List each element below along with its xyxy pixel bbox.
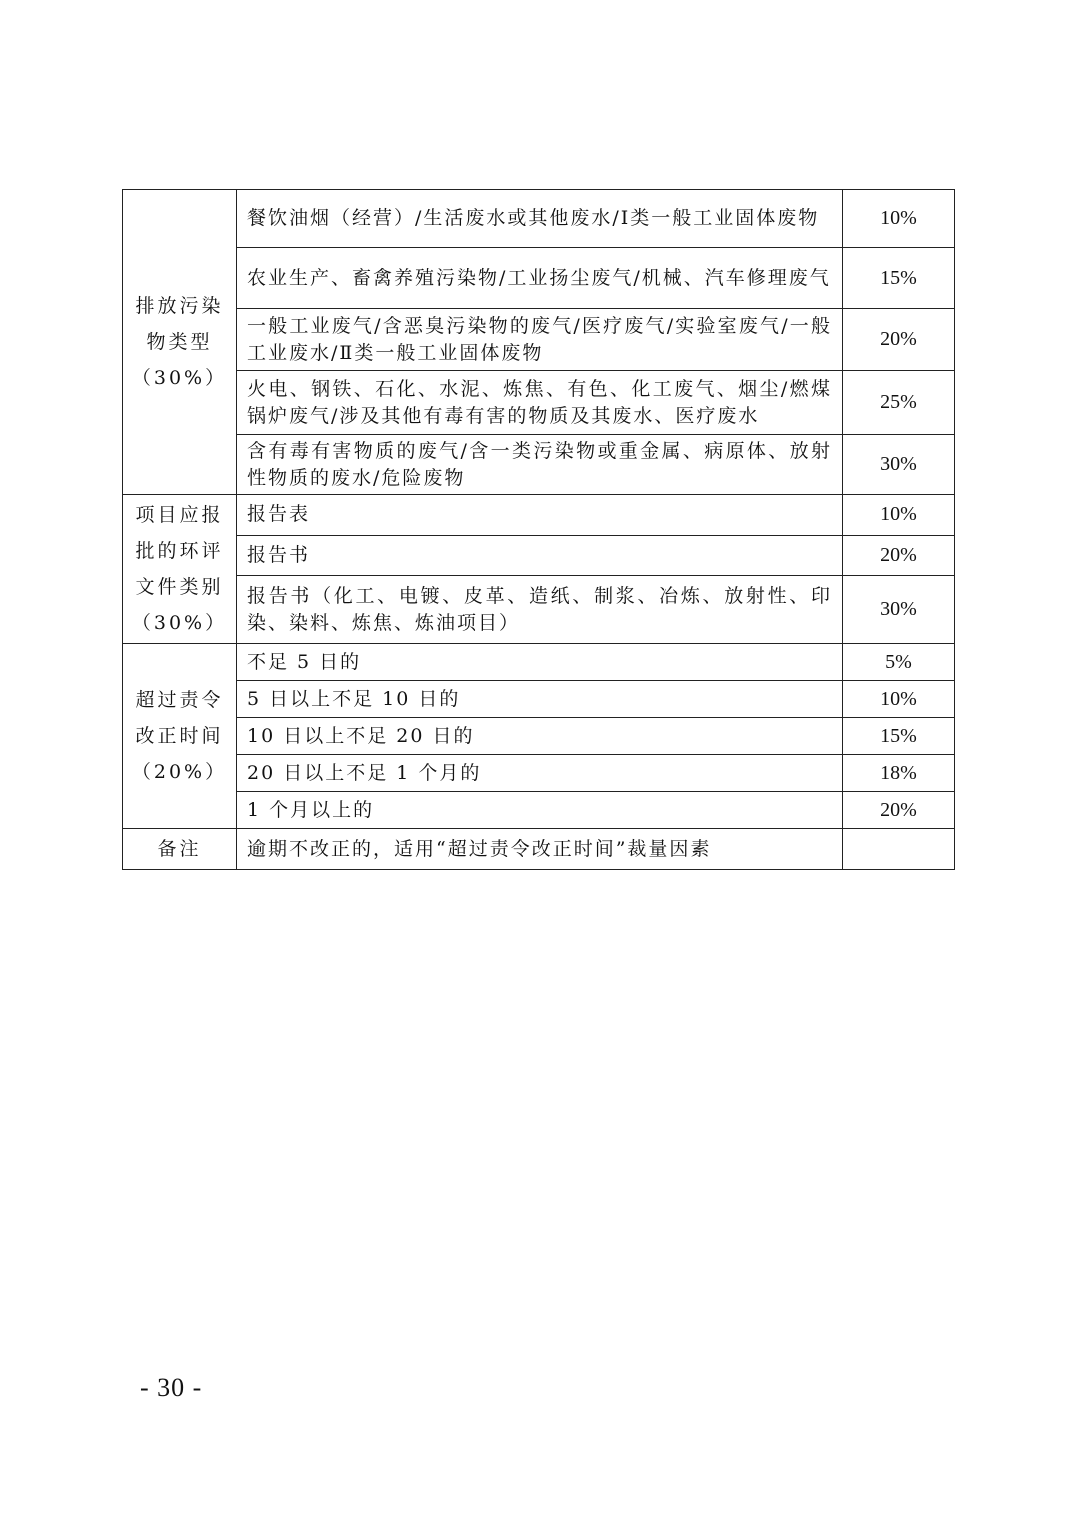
table-row: [123, 371, 955, 435]
table-row: [123, 535, 955, 576]
row-percentage: 20%: [843, 792, 955, 829]
row-description: 5 日以上不足 10 日的: [237, 681, 843, 718]
discretion-table-container: [122, 189, 954, 870]
category-cell-eia-document-type: [123, 495, 237, 644]
table-body: [123, 190, 955, 870]
page-number: - 30 -: [140, 1373, 203, 1402]
row-percentage: 10%: [843, 190, 955, 248]
row-description: 20 日以上不足 1 个月的: [237, 755, 843, 792]
category-line: 排放污染: [135, 295, 224, 317]
table-row: [123, 309, 955, 371]
row-percentage: 20%: [843, 535, 955, 576]
row-percentage: 25%: [843, 371, 955, 435]
row-description: 报告表: [237, 495, 843, 536]
row-percentage: 5%: [843, 644, 955, 681]
table-row: [123, 495, 955, 536]
row-description: 不足 5 日的: [237, 644, 843, 681]
row-description: 餐饮油烟（经营）/生活废水或其他废水/Ⅰ类一般工业固体废物: [237, 190, 843, 248]
category-line: 文件类别: [135, 576, 224, 598]
row-percentage: 30%: [843, 576, 955, 644]
row-description: 1 个月以上的: [237, 792, 843, 829]
row-description: 10 日以上不足 20 日的: [237, 718, 843, 755]
category-line: 超过责令: [135, 689, 224, 711]
remark-percentage: [843, 829, 955, 870]
category-line: （30%）: [131, 612, 228, 634]
remark-label: 备注: [123, 829, 237, 870]
row-percentage: 18%: [843, 755, 955, 792]
row-percentage: 10%: [843, 681, 955, 718]
discretion-factor-table: [122, 189, 955, 870]
row-percentage: 10%: [843, 495, 955, 536]
row-percentage: 15%: [843, 248, 955, 309]
category-line: （20%）: [131, 761, 228, 783]
table-row: [123, 435, 955, 495]
table-row: [123, 718, 955, 755]
category-line: 项目应报: [135, 504, 224, 526]
remark-row: [123, 829, 955, 870]
table-row: [123, 755, 955, 792]
category-cell-overdue-correction: [123, 644, 237, 829]
remark-text: 逾期不改正的，适用“超过责令改正时间”裁量因素: [237, 829, 843, 870]
row-description: 一般工业废气/含恶臭污染物的废气/医疗废气/实验室废气/一般工业废水/Ⅱ类一般工业固体废物: [237, 309, 843, 371]
row-percentage: 30%: [843, 435, 955, 495]
row-percentage: 15%: [843, 718, 955, 755]
table-row: [123, 248, 955, 309]
table-row: [123, 681, 955, 718]
category-line: 改正时间: [135, 725, 224, 747]
row-percentage: 20%: [843, 309, 955, 371]
category-line: 批的环评: [135, 540, 224, 562]
category-line: 物类型: [146, 331, 213, 353]
row-description: 报告书: [237, 535, 843, 576]
row-description: 火电、钢铁、石化、水泥、炼焦、有色、化工废气、烟尘/燃煤锅炉废气/涉及其他有毒有害的物质及其废水、医疗废水: [237, 371, 843, 435]
table-row: [123, 644, 955, 681]
row-description: 报告书（化工、电镀、皮革、造纸、制浆、冶炼、放射性、印染、染料、炼焦、炼油项目）: [237, 576, 843, 644]
category-line: （30%）: [131, 367, 228, 389]
category-cell-pollutant-type: [123, 190, 237, 495]
table-row: [123, 190, 955, 248]
row-description: 含有毒有害物质的废气/含一类污染物或重金属、病原体、放射性物质的废水/危险废物: [237, 435, 843, 495]
table-row: [123, 576, 955, 644]
table-row: [123, 792, 955, 829]
row-description: 农业生产、畜禽养殖污染物/工业扬尘废气/机械、汽车修理废气: [237, 248, 843, 309]
